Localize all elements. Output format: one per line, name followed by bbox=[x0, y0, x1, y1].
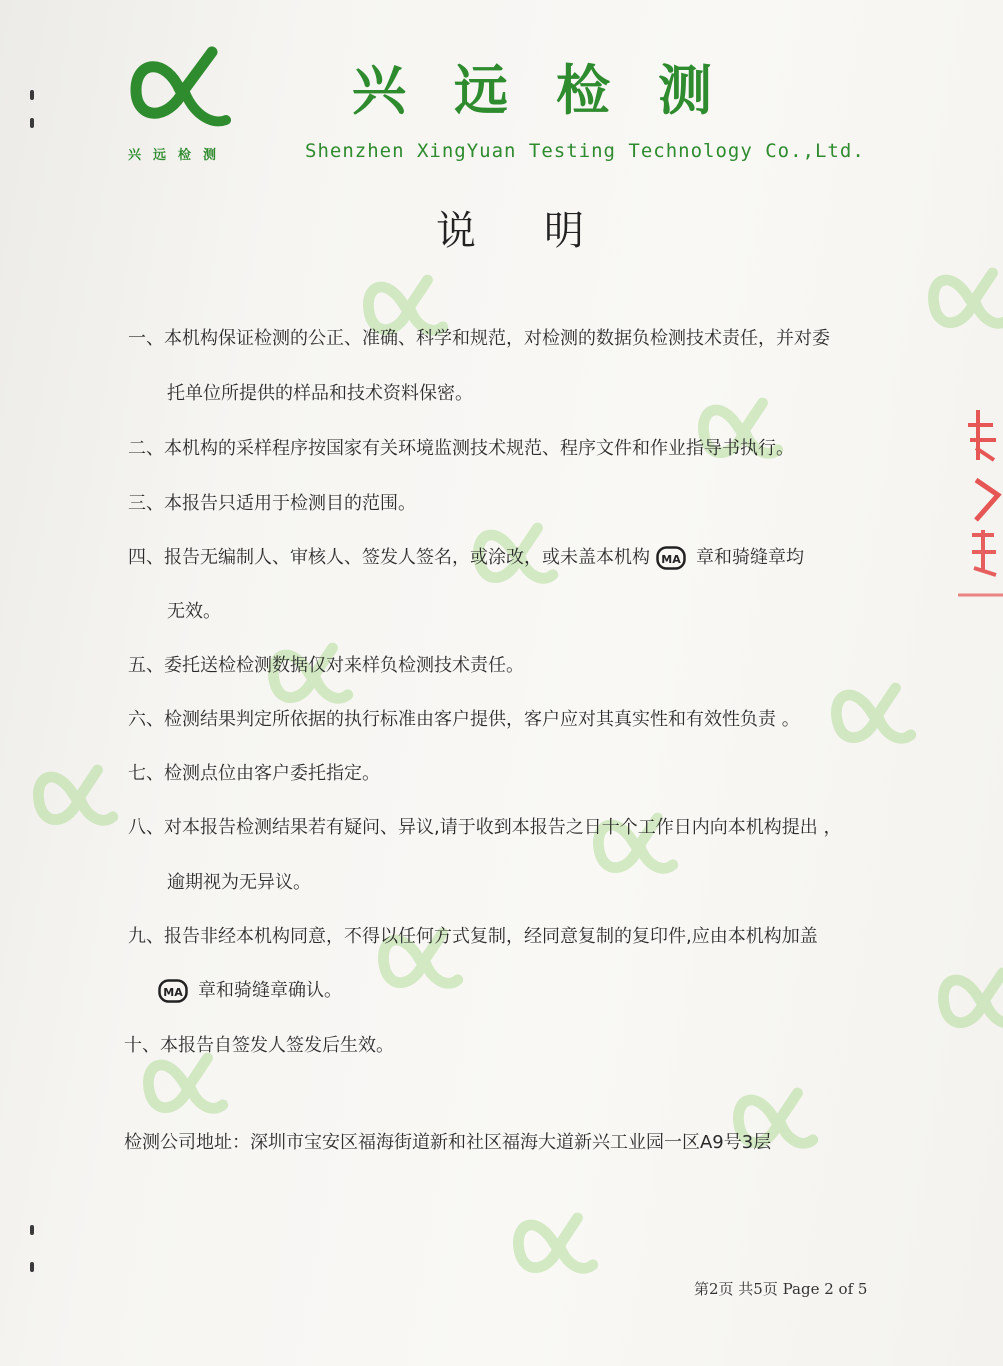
binding-hole-mark bbox=[30, 1225, 34, 1235]
cma-stamp-icon bbox=[656, 546, 686, 570]
statement-item-4-text-a: 四、报告无编制人、审核人、签发人签名，或涂改，或未盖本机构 bbox=[128, 547, 650, 568]
page-title: 说明 bbox=[436, 208, 652, 254]
statement-item-9-line-2 bbox=[158, 976, 928, 1006]
statement-item-1-line-2: 托单位所提供的样品和技术资料保密。 bbox=[167, 383, 473, 404]
statement-item-9-text-b: 章和骑缝章确认。 bbox=[198, 980, 342, 1001]
statement-item-8-line-2: 逾期视为无异议。 bbox=[167, 872, 311, 893]
statement-item-9-line-1: 九、报告非经本机构同意，不得以任何方式复制，经同意复制的复印件,应由本机构加盖 bbox=[128, 926, 818, 947]
binding-hole-mark bbox=[30, 90, 34, 100]
watermark-logo-icon bbox=[30, 752, 120, 842]
statement-item-1-line-1: 一、本机构保证检测的公正、准确、科学和规范，对检测的数据负检测技术责任，并对委 bbox=[128, 328, 830, 349]
cma-stamp-text: MA bbox=[661, 553, 681, 566]
watermark-logo-icon bbox=[510, 1200, 600, 1290]
statement-item-4-text-b: 章和骑缝章均 bbox=[696, 547, 804, 568]
statement-item-4-line-1 bbox=[128, 543, 898, 573]
statement-item-10: 十、本报告自签发人签发后生效。 bbox=[124, 1035, 394, 1056]
watermark-logo-icon bbox=[925, 255, 1003, 345]
statement-item-6: 六、检测结果判定所依据的执行标准由客户提供，客户应对其真实性和有效性负责 。 bbox=[128, 709, 800, 730]
company-address: 检测公司地址：深圳市宝安区福海街道新和社区福海大道新兴工业园一区A9号3层 bbox=[124, 1132, 772, 1153]
statement-item-3: 三、本报告只适用于检测目的范围。 bbox=[128, 493, 416, 514]
page-number-footer: 第2页 共5页 Page 2 of 5 bbox=[694, 1280, 868, 1298]
statement-item-5: 五、委托送检检测数据仅对来样负检测技术责任。 bbox=[128, 655, 524, 676]
logo-caption: 兴远检测 bbox=[128, 148, 229, 163]
cma-stamp-icon bbox=[158, 979, 188, 1003]
binding-hole-mark bbox=[30, 1262, 34, 1272]
statement-item-2: 二、本机构的采样程序按国家有关环境监测技术规范、程序文件和作业指导书执行。 bbox=[128, 438, 794, 459]
company-logo-icon bbox=[128, 46, 232, 134]
cma-stamp-text: MA bbox=[163, 986, 183, 999]
statement-item-7: 七、检测点位由客户委托指定。 bbox=[128, 763, 380, 784]
watermark-logo-icon bbox=[935, 955, 1003, 1045]
binding-hole-mark bbox=[30, 118, 34, 128]
red-seal-stamp-icon bbox=[948, 400, 1003, 610]
company-name-cn: 兴远检测 bbox=[352, 59, 760, 122]
company-name-en: Shenzhen XingYuan Testing Technology Co.,Ltd. bbox=[305, 140, 865, 162]
statement-item-8-line-1: 八、对本报告检测结果若有疑问、异议,请于收到本报告之日十个工作日内向本机构提出 ， bbox=[128, 817, 842, 838]
statement-item-4-line-2: 无效。 bbox=[167, 601, 221, 622]
